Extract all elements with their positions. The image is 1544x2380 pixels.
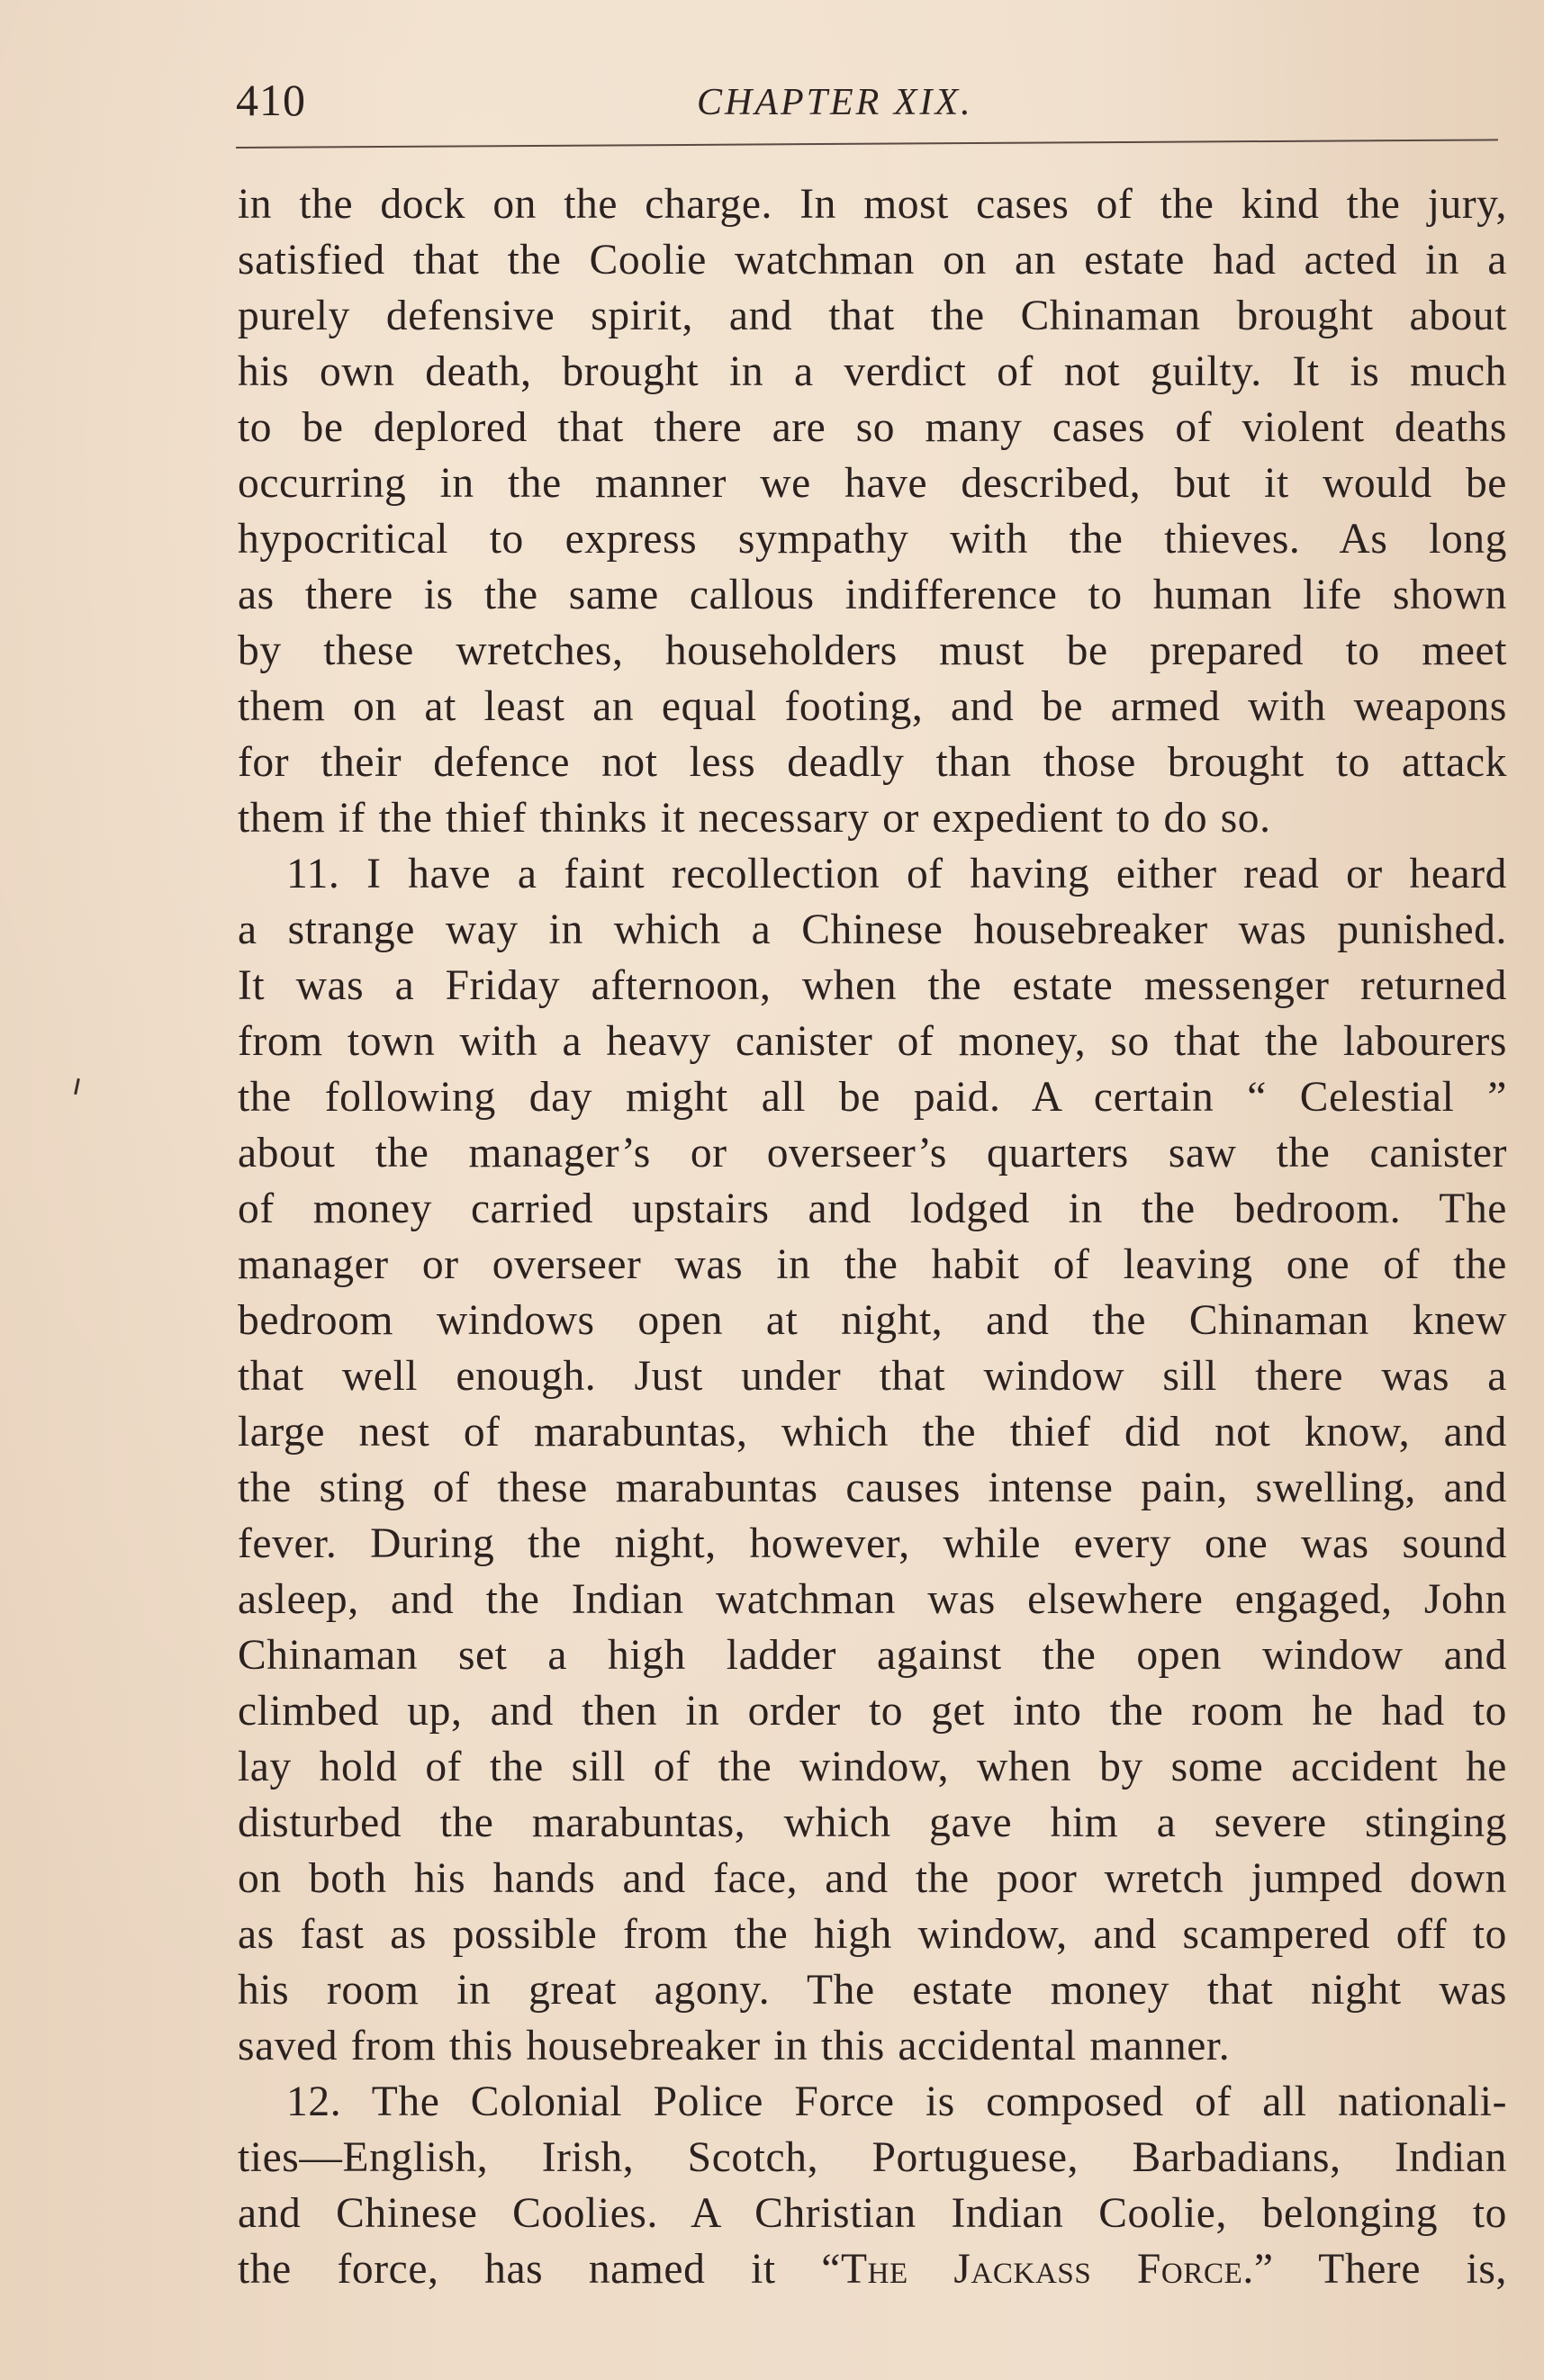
text-line: from town with a heavy canister of money, so that the labourers (238, 1018, 1507, 1065)
final-text-line (238, 2241, 1507, 2297)
text-line: purely defensive spirit, and that the Chinaman brought about (238, 293, 1507, 339)
text-line: the sting of these marabuntas causes intense pain, swelling, and (238, 1465, 1507, 1511)
text-line: for their defence not less deadly than those brought to attack (238, 739, 1507, 786)
text-line: climbed up, and then in order to get into the room he had to (238, 1688, 1507, 1735)
body-text (238, 176, 1507, 2297)
text-line: them on at least an equal footing, and be armed with weapons (238, 683, 1507, 730)
force-name-small-caps: The Jackass Force. (840, 2246, 1254, 2293)
text-line: of money carried upstairs and lodged in the bedroom. The (238, 1185, 1507, 1232)
running-title: CHAPTER XIX. (697, 82, 973, 123)
text-line: as fast as possible from the high window, and scampered off to (238, 1911, 1507, 1958)
text-line: them if the thief thinks it necessary or expedient to do so. (238, 795, 1271, 842)
text-line: about the manager’s or overseer’s quarters saw the canister (238, 1130, 1507, 1176)
text-line: large nest of marabuntas, which the thief did not know, and (238, 1409, 1507, 1456)
text-line: asleep, and the Indian watchman was elsewhere engaged, John (238, 1576, 1507, 1623)
text-line: occurring in the manner we have described, but it would be (238, 460, 1507, 507)
text-line: lay hold of the sill of the window, when by some accident he (238, 1744, 1507, 1790)
text-line: and Chinese Coolies. A Christian Indian Coolie, belonging to (238, 2190, 1507, 2237)
text-line: bedroom windows open at night, and the Chinaman knew (238, 1297, 1507, 1344)
paragraph-11-start: 11. I have a faint recollection of having either read or heard (286, 851, 1507, 897)
final-line-after: ” There is, (1253, 2246, 1507, 2293)
text-line: manager or overseer was in the habit of leaving one of the (238, 1241, 1507, 1288)
page-number: 410 (236, 75, 306, 125)
page-header (236, 74, 1496, 128)
text-line: his own death, brought in a verdict of not guilty. It is much (238, 348, 1507, 395)
text-line: disturbed the marabuntas, which gave him a severe stinging (238, 1799, 1507, 1846)
text-line: that well enough. Just under that window sill there was a (238, 1353, 1507, 1400)
paragraph-12-start: 12. The Colonial Police Force is composed of all nationali- (286, 2078, 1507, 2125)
text-line: ties—English, Irish, Scotch, Portuguese, Barbadians, Indian (238, 2134, 1507, 2181)
final-line-before: the force, has named it “ (238, 2246, 841, 2293)
text-line: the following day might all be paid. A certain “ Celestial ” (238, 1074, 1507, 1121)
text-line: hypocritical to express sympathy with the thieves. As long (238, 516, 1507, 563)
text-line: satisfied that the Coolie watchman on an estate had acted in a (238, 237, 1507, 284)
header-rule (236, 139, 1498, 149)
text-line: fever. During the night, however, while every one was sound (238, 1520, 1507, 1567)
text-line: by these wretches, householders must be prepared to meet (238, 627, 1507, 674)
margin-mark (74, 1078, 80, 1095)
text-line: in the dock on the charge. In most cases of the kind the jury, (238, 181, 1507, 228)
text-line: on both his hands and face, and the poor wretch jumped down (238, 1855, 1507, 1902)
text-line: Chinaman set a high ladder against the open window and (238, 1632, 1507, 1679)
text-line: his room in great agony. The estate money that night was (238, 1967, 1507, 2014)
text-line: saved from this housebreaker in this accidental manner. (238, 2023, 1231, 2069)
text-line: a strange way in which a Chinese housebreaker was punished. (238, 906, 1507, 953)
text-line: It was a Friday afternoon, when the estate messenger returned (238, 962, 1507, 1009)
text-line: to be deplored that there are so many cases of violent deaths (238, 404, 1507, 451)
text-line: as there is the same callous indifference to human life shown (238, 572, 1507, 618)
